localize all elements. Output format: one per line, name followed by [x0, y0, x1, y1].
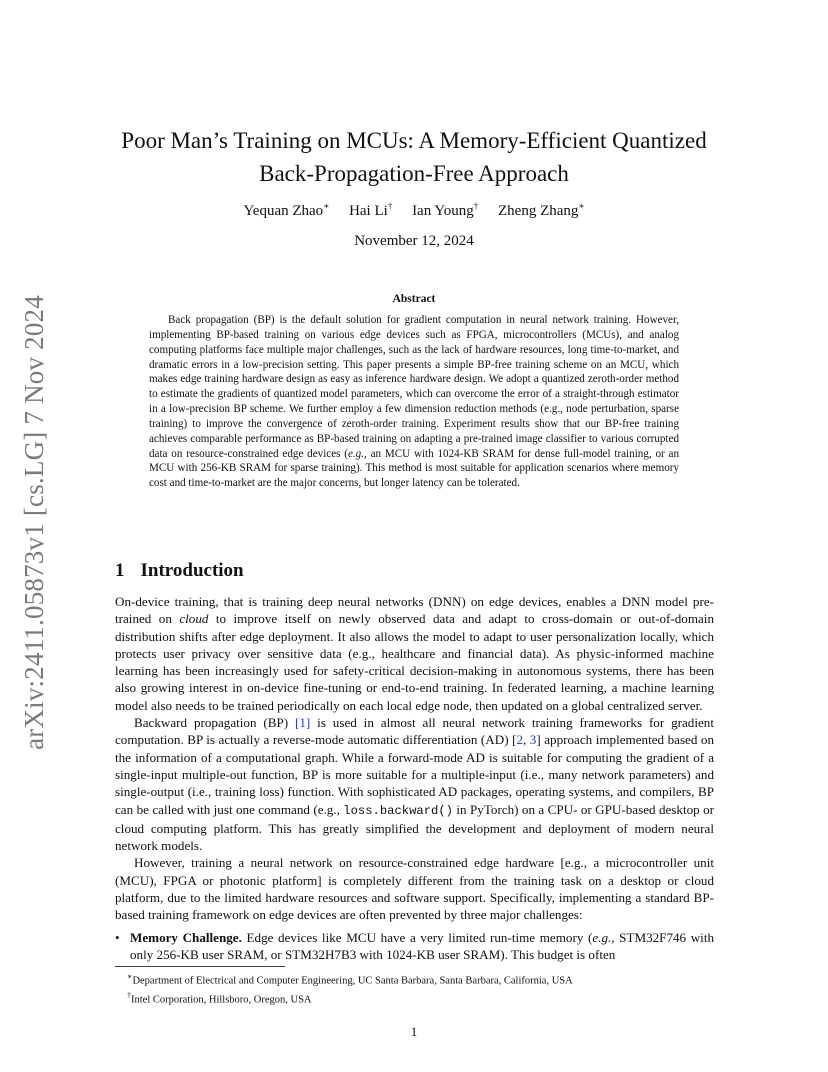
- arxiv-identifier: arXiv:2411.05873v1 [cs.LG] 7 Nov 2024: [18, 294, 49, 750]
- citation-link[interactable]: [1]: [295, 715, 311, 731]
- citation-link[interactable]: 2: [516, 732, 523, 748]
- author: Hai Li†: [349, 201, 393, 219]
- paper-title: [80, 124, 748, 190]
- arxiv-watermark: [10, 287, 58, 757]
- author: Yequan Zhao∗: [243, 201, 330, 219]
- section-title: Introduction: [140, 560, 244, 581]
- footnote-divider: [115, 966, 285, 967]
- title-line-1: Poor Man’s Training on MCUs: A Memory-Efficient Quantized: [121, 128, 707, 153]
- bullet-icon: •: [115, 930, 120, 945]
- footnotes: [127, 970, 717, 1008]
- abstract-text: Back propagation (BP) is the default solution for gradient computation in neural network training. However, implementing BP-based training on various edge devices such as FPGA, microcontrollers (MCUs), and analog computing platforms face multiple major challenges, such as the lack of hardware resources, long time-to-market, and dramatic errors in a low-precision setting. This paper presents a simple BP-free training scheme on an MCU, which makes edge training hardware design as easy as inference hardware design. We adopt a quantized zeroth-order method to estimate the gradients of quantized model parameters, which can overcome the error of a straight-through estimator in a low-precision BP scheme. We further employ a few dimension reduction methods (e.g., node perturbation, sparse training) to improve the convergence of zeroth-order training. Experiment results show that our BP-free training achieves comparable performance as BP-based training on adapting a pre-trained image classifier to various corrupted data on resource-constrained edge devices (e.g., an MCU with 1024-KB SRAM for dense full-model training, or an MCU with 256-KB SRAM for sparse training). This method is most suitable for application scenarios where memory cost and time-to-market are the major concerns, but longer latency can be tolerated.: [149, 314, 679, 490]
- bullet-item-memory-challenge: [115, 929, 714, 964]
- paragraph: Backward propagation (BP) [1] is used in almost all neural network training frameworks for gradient computation. BP is actually a reverse-mode automatic differentiation (AD) [2, 3] approach implemented based on the information of a computational graph. While a forward-mode AD is suitable for computing the gradient of a single-input multiple-out function, BP is more suitable for a multiple-input (i.e., many network parameters) and single-output (i.e., training loss) function. With sophisticated AD packages, operating systems, and compilers, BP can be called with just one command (e.g., loss.backward() in PyTorch) on a CPU- or GPU-based desktop or cloud computing platform. This has greatly simplified the development and deployment of modern neural network models.: [115, 715, 715, 854]
- author-list: [80, 201, 748, 220]
- section-heading-introduction: [115, 560, 715, 582]
- author: Zheng Zhang∗: [498, 201, 585, 219]
- citation-link[interactable]: 3: [529, 732, 537, 748]
- code-snippet: loss.backward(): [343, 803, 453, 818]
- footnote: †Intel Corporation, Hillsboro, Oregon, USA: [127, 991, 312, 1006]
- section-number: 1: [115, 560, 125, 581]
- footnote: ∗Department of Electrical and Computer Engineering, UC Santa Barbara, Santa Barbara, California, USA: [127, 972, 573, 987]
- page-number: 1: [410, 1024, 418, 1039]
- publication-date: November 12, 2024: [354, 233, 474, 249]
- paragraph: On-device training, that is training deep neural networks (DNN) on edge devices, enables a DNN model pre-trained on cloud to improve itself on newly observed data and adapt to cross-domain or out-of-domain distribution shifts after edge deployment. It also allows the model to adapt to user personalization locally, which protects user privacy over sensitive data (e.g., healthcare and financial data). As physic-informed machine learning has been increasingly used for safety-critical decision-making in autonomous systems, there has been also growing interest in on-device fine-tuning or end-to-end training. In federated learning, a machine learning model also needs to be trained periodically on each local edge node, then updated on a global centralized server.: [115, 594, 714, 713]
- author: Ian Young†: [412, 201, 479, 219]
- bullet-text: Memory Challenge. Edge devices like MCU have a very limited run-time memory (e.g., STM32F746 with only 256-KB user SRAM, or STM32H7B3 with 1024-KB user SRAM). This budget is often: [130, 930, 715, 963]
- abstract-heading: Abstract: [392, 293, 436, 305]
- introduction-body: [115, 593, 714, 924]
- paragraph: However, training a neural network on resource-constrained edge hardware [e.g., a microcontroller unit (MCU), FPGA or photonic platform] is completely different from the training task on a desktop or cloud platform, due to the limited hardware resources and software support. Specifically, implementing a standard BP-based training framework on edge devices are often prevented by three major challenges:: [115, 855, 714, 923]
- title-line-2: Back-Propagation-Free Approach: [259, 161, 569, 186]
